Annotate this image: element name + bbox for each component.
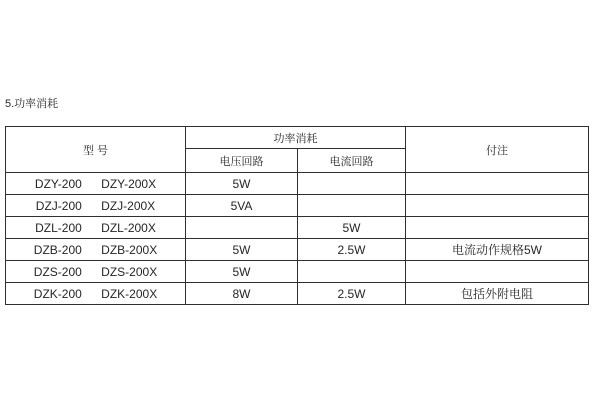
header-current-circuit: 电流回路	[298, 149, 406, 173]
section-title: 5.功率消耗	[5, 98, 59, 110]
header-row-top	[6, 127, 589, 149]
voltage-cell: 5W	[186, 261, 298, 283]
model-b: DZL-200X	[101, 220, 156, 235]
table-row	[6, 283, 589, 305]
model-b: DZS-200X	[101, 264, 158, 279]
header-model: 型 号	[6, 127, 186, 173]
model-a: DZB-200	[33, 242, 82, 257]
note-cell: 电流动作规格5W	[406, 239, 589, 261]
voltage-cell: 8W	[186, 283, 298, 305]
table-row	[6, 239, 589, 261]
table-header	[6, 127, 589, 173]
current-cell: 2.5W	[298, 283, 406, 305]
voltage-cell: 5W	[186, 173, 298, 195]
model-a: DZS-200	[33, 264, 82, 279]
voltage-cell: 5W	[186, 239, 298, 261]
table-row	[6, 217, 589, 239]
model-b: DZY-200X	[101, 176, 157, 191]
note-cell	[406, 261, 589, 283]
model-cell	[6, 195, 186, 217]
model-cell	[6, 261, 186, 283]
voltage-cell	[186, 217, 298, 239]
note-cell: 包括外附电阻	[406, 283, 589, 305]
model-b: DZK-200X	[101, 286, 158, 301]
current-cell: 2.5W	[298, 239, 406, 261]
power-consumption-table	[5, 126, 589, 305]
model-b: DZJ-200X	[101, 198, 156, 213]
header-note: 付注	[406, 127, 589, 173]
model-cell	[6, 239, 186, 261]
table-row	[6, 261, 589, 283]
model-cell	[6, 217, 186, 239]
model-cell	[6, 283, 186, 305]
current-cell	[298, 195, 406, 217]
model-cell	[6, 173, 186, 195]
note-cell	[406, 217, 589, 239]
model-a: DZY-200	[34, 176, 82, 191]
table-row	[6, 173, 589, 195]
model-a: DZL-200	[35, 220, 82, 235]
current-cell: 5W	[298, 217, 406, 239]
note-cell	[406, 195, 589, 217]
note-cell	[406, 173, 589, 195]
header-voltage-circuit: 电压回路	[186, 149, 298, 173]
model-a: DZJ-200	[35, 198, 82, 213]
voltage-cell: 5VA	[186, 195, 298, 217]
header-power-group: 功率消耗	[186, 127, 406, 149]
model-b: DZB-200X	[101, 242, 158, 257]
model-a: DZK-200	[33, 286, 82, 301]
table-row	[6, 195, 589, 217]
table-body	[6, 173, 589, 305]
current-cell	[298, 173, 406, 195]
current-cell	[298, 261, 406, 283]
